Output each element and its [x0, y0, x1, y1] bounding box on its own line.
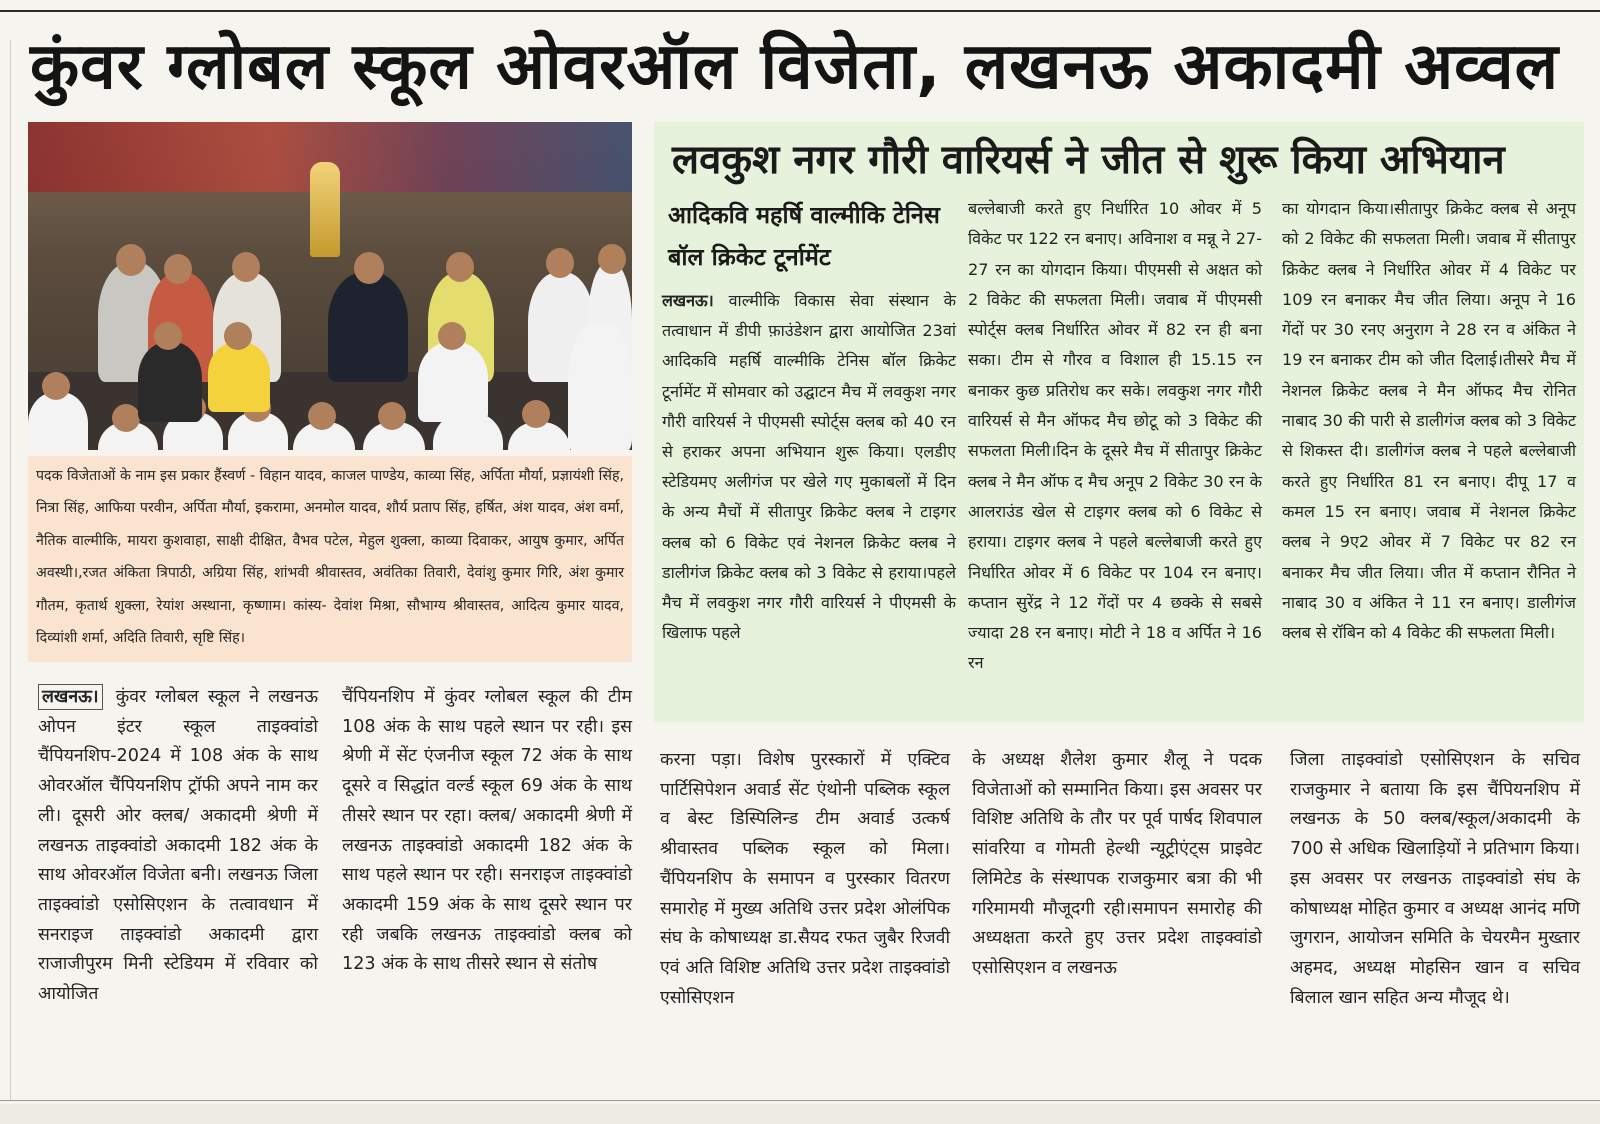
- cricket-column-2: बल्लेबाजी करते हुए निर्धारित 10 ओवर में 5 विकेट पर 122 रन बनाए। अविनाश व मन्नू ने 27-27 रन का योगदान किया। पीएमसी से अक्षत को 2 विकेट की सफलता मिली। जवाब में पीएमसी स्पोर्ट्स क्लब निर्धारित ओवर में 82 रन ही बना सका। टीम से गौरव व विशाल ही 15.15 रन बनाकर कुछ प्रतिरोध कर सके। लवकुश नगर गौरी वारियर्स से मैन ऑफद मैच छोटू को 3 विकेट की सफलता मिली।दिन के दूसरे मैच में सीतापुर क्रिकेट क्लब ने मैन ऑफ द मैच अनूप 2 विकेट 30 रन के आलराउंड खेल से टाइगर क्लब को 6 विकेट से हराया। टाइगर क्लब ने पहले बल्लेबाजी करते हुए निर्धारित ओवर में 6 विकेट पर 104 रन बनाए। कप्तान सुरेंद्र ने 12 गेंदों पर 4 छक्के से सबसे ज्यादा 28 रन बनाए। मोटी ने 18 व अर्पित ने 16 रन: [968, 199, 1262, 673]
- bottom-rule: [0, 1100, 1600, 1101]
- award-photo: [28, 122, 632, 450]
- cricket-column-3: का योगदान किया।सीतापुर क्रिकेट क्लब से अनूप को 2 विकेट की सफलता मिली। जवाब में सीतापुर क्रिकेट क्लब ने निर्धारित ओवर में 4 विकेट पर 109 रन बनाकर मैच जीत लिया। अनूप ने 16 गेंदों पर 30 रनए अनुराग ने 28 रन व अंकित ने 19 रन बनाकर टीम को जीत दिलाई।तीसरे मैच में नेशनल क्रिकेट क्लब ने मैन ऑफद मैच रोनित नाबाद 30 की पारी से डालीगंज क्लब को 3 विकेट से शिकस्त दी। डालीगंज क्लब ने पहले बल्लेबाजी करते हुए निर्धारित 81 रन बनाए। दीपू 17 व कमल 15 रन बनाए। जवाब में नेशनल क्रिकेट क्लब ने 9ए2 ओवर में 7 विकेट पर 82 रन बनाकर मैच जीत लिया। जीत में कप्तान रौनित ने नाबाद 30 व अंकित ने 11 रन बनाए। डालीगंज क्लब से रॉबिन को 4 विकेट की सफलता मिली।: [1282, 199, 1576, 643]
- cricket-kicker: आदिकवि महर्षि वाल्मीकि टेनिस बॉल क्रिकेट टूर्नामेंट: [668, 201, 940, 271]
- cricket-dateline: लखनऊ।: [662, 291, 714, 310]
- main-headline: कुंवर ग्लोबल स्कूल ओवरऑल विजेता, लखनऊ अकादमी अव्वल: [30, 30, 1559, 104]
- page-edge-rule: [10, 40, 11, 1100]
- photo-caption: पदक विजेताओं के नाम इस प्रकार हैंस्वर्ण - विहान यादव, काजल पाण्डेय, काव्या सिंह, अर्पिता मौर्या, प्रज्ञायंशी सिंह, नित्रा सिंह, आफिया परवीन, अर्पिता मौर्या, इकरामा, अनमोल यादव, शौर्य प्रताप सिंह, हर्षित, अंश यादव, अंश वर्मा, नैतिक वाल्मीकि, मायरा कुशवाहा, साक्षी दीक्षित, वैभव पटेल, मेहुल शुक्ला, काव्या दिवाकर, आयुष कुमार, अर्पित अवस्थी।,रजत अंकिता त्रिपाठी, अग्रिया सिंह, शांभवी श्रीवास्तव, अवंतिका तिवारी, देवांशु कुमार गिरि, अंश कुमार गौतम, कृतार्थ शुक्ला, रेयांश अस्थाना, कृष्णाम। कांस्य- देवांश मिश्रा, सौभाग्य श्रीवास्तव, आदित्य कुमार यादव, दिव्यांशी शर्मा, अदिति तिवारी, सृष्टि सिंह।: [28, 456, 632, 662]
- cricket-col1-text: वाल्मीकि विकास सेवा संस्थान के तत्वाधान में डीपी फ़ाउंडेशन द्वारा आयोजित 23वां आदिकवि महर्षि वाल्मीकि टेनिस बॉल क्रिकेट टूर्नामेंट में सोमवार को उद्घाटन मैच में लवकुश नगर गौरी वारियर्स ने पीएमसी स्पोर्ट्स क्लब को 40 रन से हराकर अपना अभियान शुरू किया। एलडीए स्टेडियमए अलीगंज पर खेले गए मुकाबलों में दिन के अन्य मैचों में सीतापुर क्रिकेट क्लब ने टाइगर क्लब को 6 विकेट एवं नेशनल क्रिकेट क्लब ने डालीगंज क्रिकेट क्लब को 3 विकेट से हराया।पहले मैच में लवकुश नगर गौरी वारियर्स ने पीएमसी के खिलाफ पहले: [662, 291, 957, 643]
- taekwondo-column-1: [38, 683, 318, 1093]
- taekwondo-dateline: लखनऊ।: [38, 684, 103, 710]
- cricket-headline: लवकुश नगर गौरी वारियर्स ने जीत से शुरू किया अभियान: [672, 137, 1505, 183]
- taekwondo-col1-text: कुंवर ग्लोबल स्कूल ने लखनऊ ओपन इंटर स्कूल ताइक्वांडो चैंपियनशिप-2024 में 108 अंक के साथ ओवरऑल चैंपियनशिप ट्रॉफी अपने नाम कर ली। दूसरी ओर क्लब/ अकादमी श्रेणी में लखनऊ ताइक्वांडो अकादमी 182 अंक के साथ ओवरऑल विजेता बनी। लखनऊ जिला ताइक्वांडो एसोसिएशन के तत्वावधान में सनराइज ताइक्वांडो अकादमी द्वारा राजाजीपुरम मिनी स्टेडियम में रविवार को आयोजित: [38, 687, 319, 1005]
- taekwondo-column-4: के अध्यक्ष शैलेश कुमार शैलू ने पदक विजेताओं को सम्मानित किया। इस अवसर पर विशिष्ट अतिथि के तौर पर पूर्व पार्षद शिवपाल सांवरिया व गोमती हेल्थी न्यूट्रीएंट्स प्राइवेट लिमिटेड के संस्थापक राजकुमार बत्रा की भी गरिमामयी मौजूदगी रही।समापन समारोह की अध्यक्षता करते हुए उत्तर प्रदेश ताइक्वांडो एसोसिएशन व लखनऊ: [972, 750, 1262, 978]
- taekwondo-column-3: करना पड़ा। विशेष पुरस्कारों में एक्टिव पार्टिसिपेशन अवार्ड सेंट एंथोनी पब्लिक स्कूल व बेस्ट डिस्पिलिन्ड टीम अवार्ड उत्कर्ष श्रीवास्तव पब्लिक स्कूल को मिला। चैंपियनशिप के समापन व पुरस्कार वितरण समारोह में मुख्य अतिथि उत्तर प्रदेश ओलंपिक संघ के कोषाध्यक्ष डा.सैयद रफत जुबैर रिजवी एवं अति विशिष्ट अतिथि उत्तर प्रदेश ताइक्वांडो एसोसिएशन: [660, 750, 950, 1008]
- next-article-strip: [0, 1104, 1600, 1124]
- taekwondo-column-5: जिला ताइक्वांडो एसोसिएशन के सचिव राजकुमार ने बताया कि इस चैंपियनशिप में लखनऊ के 50 क्लब/स्कूल/अकादमी के 700 से अधिक खिलाड़ियों ने प्रतिभाग किया। इस अवसर पर लखनऊ ताइक्वांडो संघ के कोषाध्यक्ष मोहित कुमार व अध्यक्ष आनंद मणि जुगरान, आयोजन समिति के चेयरमैन मुख्तार अहमद, अध्यक्ष मोहसिन खान व सचिव बिलाल खान सहित अन्य मौजूद थे।: [1290, 750, 1580, 1008]
- cricket-column-1: [662, 286, 956, 718]
- taekwondo-column-2: चैंपियनशिप में कुंवर ग्लोबल स्कूल की टीम 108 अंक के साथ पहले स्थान पर रही। इस श्रेणी में सेंट एंजनीज स्कूल 72 अंक के साथ दूसरे व सिद्धांत वर्ल्ड स्कूल 69 अंक के साथ तीसरे स्थान पर रहा। क्लब/ अकादमी श्रेणी में लखनऊ ताइक्वांडो अकादमी 182 अंक के साथ पहले स्थान पर रही। सनराइज ताइक्वांडो अकादमी 159 अंक के साथ दूसरे स्थान पर रही जबकि लखनऊ ताइक्वांडो क्लब को 123 अंक के साथ तीसरे स्थान से संतोष: [342, 687, 632, 975]
- top-rule: [0, 10, 1600, 12]
- trophy-icon: [310, 162, 340, 257]
